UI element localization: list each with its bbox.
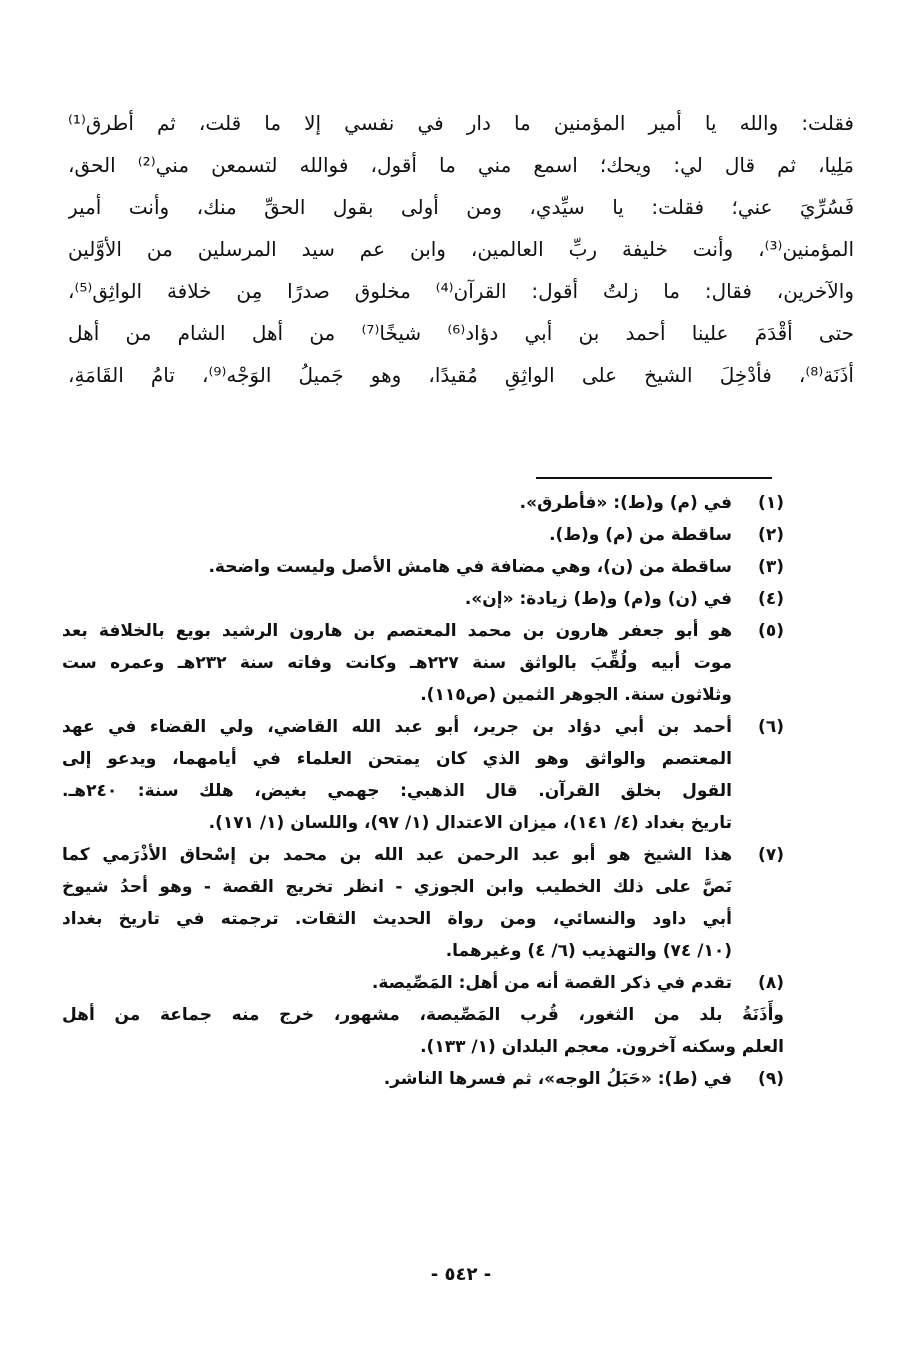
footnote-2 — [62, 519, 784, 551]
footnote-line: في (ط): «حَبَلُ الوجه»، ثم فسرها الناشر. — [383, 1069, 732, 1089]
footnote-line: أحمد بن أبي دؤاد بن جرير، أبو عبد الله القاضي، ولي القضاء في عهد — [62, 717, 732, 737]
footnote-number: (٩) — [758, 1069, 784, 1089]
footnote-line: تقدم في ذكر القصة أنه من أهل: المَصِّيصة. — [371, 973, 732, 993]
footnote-line: ساقطة من (ن)، وهي مضافة في هامش الأصل وليست واضحة. — [208, 557, 732, 577]
footnote-line: (١٠/ ٧٤) والتهذيب (٦/ ٤) وغيرهما. — [445, 941, 732, 961]
footnote-8 — [62, 967, 784, 1063]
main-text-line: المؤمنين⁽³⁾، وأنت خليفة ربِّ العالمين، وابن عم سيد المرسلين من الأوَّلين — [68, 237, 854, 261]
main-text-line: أذَنَة⁽⁸⁾، فأدْخِلَ الشيخ على الواثِقِ مُقيدًا، وهو جَميلُ الوَجْه⁽⁹⁾، تامُ القَامَةِ، — [68, 363, 854, 387]
footnote-9 — [62, 1063, 784, 1095]
footnote-number: (٢) — [758, 525, 784, 545]
footnote-line: هو أبو جعفر هارون بن محمد المعتصم بن هارون الرشيد بويع بالخلافة بعد — [62, 621, 732, 641]
page-number: - ٥٤٢ - — [430, 1264, 492, 1285]
footnote-4 — [62, 583, 784, 615]
footnote-number: (٦) — [758, 717, 784, 737]
main-text-line: فَسُرِّيَ عني؛ فقلت: يا سيِّدي، ومن أولى بقول الحقِّ منك، وأنت أمير — [68, 195, 854, 219]
footnote-3 — [62, 551, 784, 583]
footnote-continuation-line: وأَذَنَةُ بلد من الثغور، قُرب المَصِّيصة، مشهور، خرج منه جماعة من أهل — [62, 1005, 784, 1025]
footnote-7 — [62, 839, 784, 967]
footnote-number: (٣) — [758, 557, 784, 577]
footnote-5 — [62, 615, 784, 711]
main-text-line: مَلِيا، ثم قال لي: ويحك؛ اسمع مني ما أقول، فوالله لتسمعن مني⁽²⁾ الحق، — [68, 153, 854, 177]
footnote-line: أبي داود والنسائي، ومن رواة الحديث الثقات. ترجمته في تاريخ بغداد — [62, 909, 732, 929]
footnote-number: (١) — [758, 493, 784, 513]
footnote-number: (٨) — [758, 973, 784, 993]
footnote-line: في (ن) و(م) و(ط) زيادة: «إن». — [464, 589, 732, 609]
footnotes-block — [62, 487, 784, 1095]
main-text-line: والآخرين، فقال: ما زلتُ أقول: القرآن⁽⁴⁾ مخلوق صدرًا مِن خلافة الواثِق⁽⁵⁾، — [68, 279, 854, 303]
main-text-line: فقلت: والله يا أمير المؤمنين ما دار في نفسي إلا ما قلت، ثم أطرق⁽¹⁾ — [68, 111, 854, 135]
footnote-6 — [62, 711, 784, 839]
footnote-continuation-line: العلم وسكنه آخرون. معجم البلدان (١/ ١٣٣). — [420, 1037, 784, 1057]
footnote-line: في (م) و(ط): «فأطرق». — [519, 493, 732, 513]
footnote-number: (٤) — [758, 589, 784, 609]
footnote-line: المعتصم والواثق وهو الذي كان يمتحن العلماء في أيامهما، ويدعو إلى — [62, 749, 732, 769]
main-text-line: حتى أقْدَمَ علينا أحمد بن أبي دؤاد⁽⁶⁾ شيخًا⁽⁷⁾ من أهل الشام من أهل — [68, 321, 854, 345]
footnote-line: وثلاثون سنة. الجوهر الثمين (ص١١٥). — [420, 685, 732, 705]
footnote-line: هذا الشيخ هو أبو عبد الرحمن عبد الله بن محمد بن إسْحاق الأذْرَمي كما — [62, 845, 732, 865]
footnote-line: ساقطة من (م) و(ط). — [549, 525, 732, 545]
footnote-line: موت أبيه ولُقِّبَ بالواثق سنة ٢٢٧هـ وكانت وفاته سنة ٢٣٢هـ وعمره ست — [62, 653, 732, 673]
footnote-1 — [62, 487, 784, 519]
footnote-number: (٥) — [758, 621, 784, 641]
footnote-line: تاريخ بغداد (٤/ ١٤١)، ميزان الاعتدال (١/ ٩٧)، واللسان (١/ ١٧١). — [208, 813, 732, 833]
footnote-line: القول بخلق القرآن. قال الذهبي: جهمي بغيض، هلك سنة: ٢٤٠هـ. — [62, 781, 732, 801]
footnote-line: نَصَّ على ذلك الخطيب وابن الجوزي - انظر تخريج القصة - وهو أحدُ شيوخ — [62, 877, 732, 897]
footnote-separator-rule — [536, 477, 772, 479]
main-text-block — [68, 102, 854, 396]
footnote-number: (٧) — [758, 845, 784, 865]
